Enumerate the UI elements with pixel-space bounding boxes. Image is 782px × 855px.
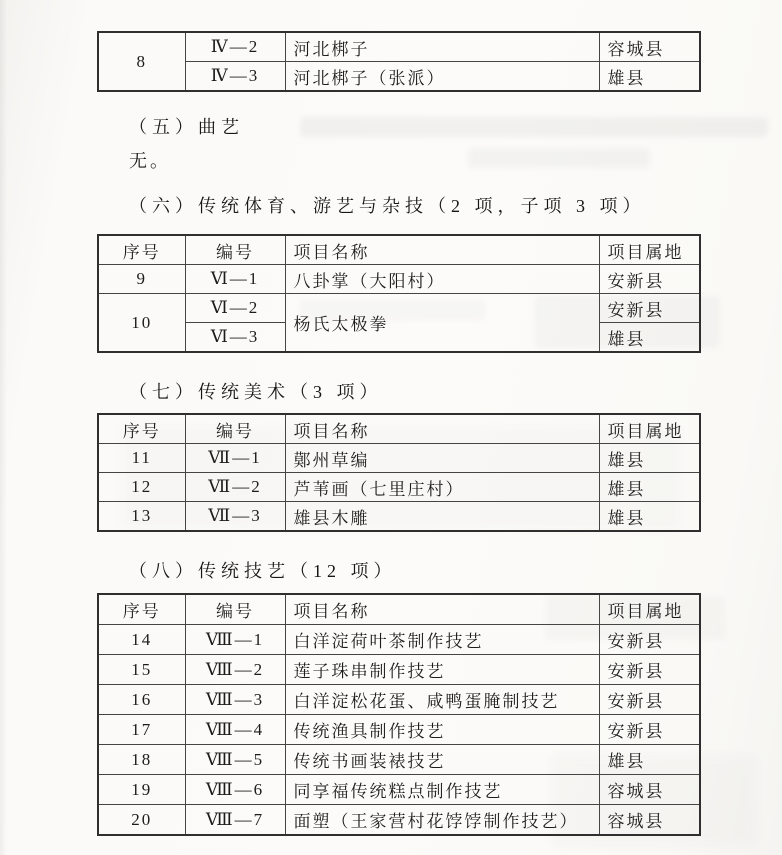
cell-name: 白洋淀荷叶茶制作技艺	[285, 625, 599, 655]
cell-seq: 13	[98, 502, 185, 532]
table-header-row	[98, 414, 700, 444]
cell-code: Ⅷ—2	[185, 655, 285, 685]
cell-place: 安新县	[599, 265, 700, 294]
cell-place: 雄县	[599, 745, 700, 775]
col-header-name: 项目名称	[285, 235, 599, 265]
table-row	[98, 655, 700, 685]
cell-place: 雄县	[599, 323, 700, 353]
cell-name: 杨氏太极拳	[285, 294, 599, 353]
scan-bleed-artifact	[300, 117, 768, 137]
cell-seq: 11	[98, 444, 185, 473]
cell-name: 八卦掌（大阳村）	[285, 265, 599, 294]
cell-code: Ⅳ—3	[185, 62, 285, 92]
table-section4-continued	[97, 31, 701, 92]
section-5-heading: （五）曲艺	[129, 117, 244, 137]
table-section6-sports	[97, 234, 701, 353]
cell-name: 面塑（王家营村花饽饽制作技艺）	[285, 805, 599, 836]
cell-seq: 15	[98, 655, 185, 685]
table-section8-techniques	[97, 593, 701, 836]
cell-place: 雄县	[599, 444, 700, 473]
cell-place: 雄县	[599, 62, 700, 92]
cell-seq: 9	[98, 265, 185, 294]
cell-place: 安新县	[599, 294, 700, 323]
col-header-seq: 序号	[98, 594, 185, 625]
cell-seq: 19	[98, 775, 185, 805]
cell-code: Ⅵ—2	[185, 294, 285, 323]
cell-place: 安新县	[599, 715, 700, 745]
table-row	[98, 265, 700, 294]
table-row	[98, 32, 700, 62]
cell-seq: 14	[98, 625, 185, 655]
cell-seq: 18	[98, 745, 185, 775]
cell-code: Ⅷ—6	[185, 775, 285, 805]
cell-name: 河北梆子（张派）	[285, 62, 599, 92]
table-section7-fine-arts	[97, 413, 701, 532]
cell-name: 莲子珠串制作技艺	[285, 655, 599, 685]
table-header-row	[98, 594, 700, 625]
cell-code: Ⅷ—3	[185, 685, 285, 715]
table-row	[98, 775, 700, 805]
col-header-name: 项目名称	[285, 594, 599, 625]
cell-name: 同享福传统糕点制作技艺	[285, 775, 599, 805]
cell-place: 容城县	[599, 775, 700, 805]
scan-bleed-artifact	[468, 148, 650, 168]
cell-seq: 8	[98, 32, 185, 91]
cell-name: 河北梆子	[285, 32, 599, 62]
cell-place: 容城县	[599, 805, 700, 836]
cell-place: 雄县	[599, 502, 700, 532]
cell-code: Ⅳ—2	[185, 32, 285, 62]
table-header-row	[98, 235, 700, 265]
cell-name: 传统书画装裱技艺	[285, 745, 599, 775]
section-5-none-text: 无。	[129, 151, 171, 171]
cell-name: 芦苇画（七里庄村）	[285, 473, 599, 502]
cell-code: Ⅷ—1	[185, 625, 285, 655]
cell-code: Ⅶ—1	[185, 444, 285, 473]
cell-code: Ⅷ—7	[185, 805, 285, 836]
section-8-heading: （八）传统技艺（12 项）	[129, 561, 397, 581]
table-row	[98, 294, 700, 323]
cell-name: 雄县木雕	[285, 502, 599, 532]
cell-seq: 12	[98, 473, 185, 502]
table-row	[98, 715, 700, 745]
cell-name: 鄚州草编	[285, 444, 599, 473]
table-row	[98, 473, 700, 502]
cell-place: 安新县	[599, 625, 700, 655]
col-header-code: 编号	[185, 235, 285, 265]
cell-code: Ⅵ—3	[185, 323, 285, 353]
col-header-name: 项目名称	[285, 414, 599, 444]
col-header-code: 编号	[185, 414, 285, 444]
col-header-seq: 序号	[98, 235, 185, 265]
col-header-place: 项目属地	[599, 235, 700, 265]
cell-code: Ⅵ—1	[185, 265, 285, 294]
table-row	[98, 62, 700, 92]
cell-place: 容城县	[599, 32, 700, 62]
section-6-heading: （六）传统体育、游艺与杂技（2 项，子项 3 项）	[129, 196, 646, 216]
table-row	[98, 502, 700, 532]
table-row	[98, 444, 700, 473]
table-row	[98, 625, 700, 655]
cell-code: Ⅷ—5	[185, 745, 285, 775]
col-header-code: 编号	[185, 594, 285, 625]
scan-edge-shadow	[0, 0, 7, 855]
table-row	[98, 685, 700, 715]
cell-seq: 10	[98, 294, 185, 353]
cell-place: 安新县	[599, 685, 700, 715]
section-7-heading: （七）传统美术（3 项）	[129, 382, 383, 402]
cell-name: 传统渔具制作技艺	[285, 715, 599, 745]
table-row	[98, 805, 700, 836]
cell-code: Ⅶ—3	[185, 502, 285, 532]
cell-place: 雄县	[599, 473, 700, 502]
cell-seq: 17	[98, 715, 185, 745]
cell-name: 白洋淀松花蛋、咸鸭蛋腌制技艺	[285, 685, 599, 715]
table-row	[98, 745, 700, 775]
cell-place: 安新县	[599, 655, 700, 685]
cell-code: Ⅷ—4	[185, 715, 285, 745]
cell-seq: 20	[98, 805, 185, 836]
col-header-place: 项目属地	[599, 414, 700, 444]
col-header-place: 项目属地	[599, 594, 700, 625]
col-header-seq: 序号	[98, 414, 185, 444]
cell-seq: 16	[98, 685, 185, 715]
cell-code: Ⅶ—2	[185, 473, 285, 502]
